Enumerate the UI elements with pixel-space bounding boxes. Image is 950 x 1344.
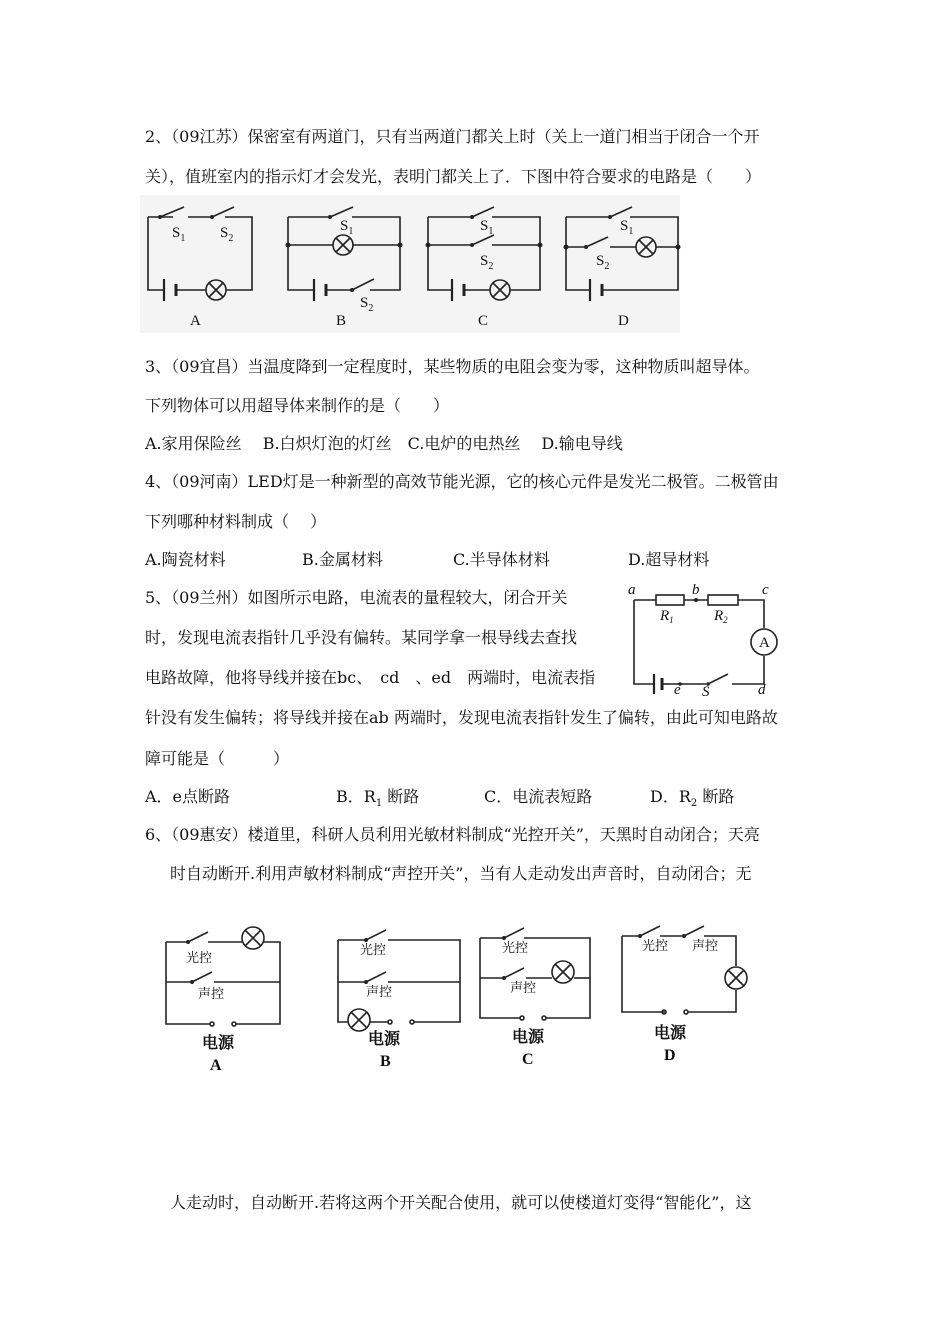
q5-node-d: d [758, 682, 766, 698]
q4-option-a: A.陶瓷材料 [145, 550, 226, 569]
q2-d-s1-label: $S_1$ [620, 218, 634, 237]
q4-option-b: B.金属材料 [302, 550, 383, 569]
q2-line-1: 2、（09江苏）保密室有两道门，只有当两道门都关上时（关上一道门相当于闭合一个开 [145, 127, 760, 146]
q5-option-a: A．e点断路 [145, 787, 231, 806]
q6-d-sound-switch-label: 声控 [692, 938, 719, 953]
q6-b-power-label: 电源 [368, 1031, 401, 1048]
q6-b-sound-switch-label: 声控 [366, 984, 393, 999]
q6-line-1: 6、（09惠安）楼道里，科研人员利用光敏材料制成“光控开关”，天黑时自动闭合；天亮 [145, 825, 760, 844]
q5-node-c: c [762, 582, 769, 598]
q5-line-5: 障可能是（ ） [145, 749, 290, 768]
q6-c-power-label: 电源 [512, 1029, 545, 1046]
q2-circuit-figure [140, 195, 680, 335]
q6-circuit-figure [160, 920, 760, 1080]
q2-label-b: B [336, 313, 347, 329]
q2-line-2: 关），值班室内的指示灯才会发光，表明门都关上了．下图中符合要求的电路是（ ） [145, 167, 762, 186]
q3-line-2: 下列物体可以用超导体来制作的是（ ） [145, 396, 450, 415]
q6-d-light-switch-label: 光控 [642, 938, 669, 953]
q6-a-light-switch-label: 光控 [186, 950, 213, 965]
q5-option-c: C．电流表短路 [484, 787, 593, 806]
q6-circuit-b [338, 930, 460, 1070]
q2-c-s2-label: $S_2$ [480, 253, 494, 272]
q4-line-2: 下列哪种材料制成（ ） [145, 512, 327, 531]
q6-a-sound-switch-label: 声控 [198, 986, 225, 1001]
q5-option-b: B．$R_1$ 断路 [336, 787, 420, 810]
q3-line-1: 3、（09宜昌）当温度降到一定程度时，某些物质的电阻会变为零，这种物质叫超导体。 [145, 357, 760, 376]
q6-line-3: 人走动时，自动断开.若将这两个开关配合使用，就可以使楼道灯变得“智能化”，这 [170, 1193, 752, 1212]
q2-a-s1-label: $S_1$ [172, 225, 186, 244]
q6-c-sound-switch-label: 声控 [510, 980, 537, 995]
q2-a-s2-label: $S_2$ [220, 225, 234, 244]
q6-circuit-a [166, 927, 280, 1074]
q6-label-a: A [210, 1057, 222, 1074]
q5-option-d: D．$R_2$ 断路 [650, 787, 735, 810]
q6-label-b: B [380, 1053, 391, 1070]
q5-ammeter-label: A [759, 635, 770, 651]
q6-circuit-c [480, 928, 590, 1068]
q2-b-s2-label: $S_2$ [360, 295, 374, 314]
q2-b-s1-label: $S_1$ [340, 218, 354, 237]
q4-line-1: 4、（09河南）LED灯是一种新型的高效节能光源，它的核心元件是发光二极管。二极管由 [145, 472, 779, 491]
q6-b-light-switch-label: 光控 [360, 942, 387, 957]
q6-label-d: D [664, 1047, 676, 1064]
q6-line-2: 时自动断开.利用声敏材料制成“声控开关”，当有人走动发出声音时，自动闭合；无 [170, 864, 752, 883]
q5-r1-label: $R_1$ [660, 608, 674, 625]
q6-d-power-label: 电源 [654, 1025, 687, 1042]
q5-switch-s: S [702, 684, 710, 700]
q6-circuit-d [622, 926, 747, 1064]
q5-node-e: e [674, 682, 681, 698]
q5-r2-label: $R_2$ [714, 608, 728, 625]
q5-node-a: a [628, 582, 636, 598]
q5-node-b: b [692, 582, 700, 598]
q6-c-light-switch-label: 光控 [502, 940, 529, 955]
q6-label-c: C [522, 1051, 534, 1068]
q5-circuit-figure [626, 582, 786, 700]
q3-options: A.家用保险丝 B.白炽灯泡的灯丝 C.电炉的电热丝 D.输电导线 [145, 434, 623, 453]
q2-label-c: C [478, 313, 489, 329]
q2-label-d: D [618, 313, 629, 329]
q5-line-1: 5、（09兰州）如图所示电路，电流表的量程较大，闭合开关 [145, 588, 568, 607]
q5-line-3: 电路故障，他将导线并接在bc、 cd 、ed 两端时，电流表指 [145, 668, 596, 687]
q6-a-power-label: 电源 [202, 1035, 235, 1052]
q4-option-c: C.半导体材料 [453, 550, 550, 569]
q5-line-4: 针没有发生偏转；将导线并接在ab 两端时，发现电流表指针发生了偏转，由此可知电路故 [145, 708, 778, 727]
q2-label-a: A [190, 313, 201, 329]
q2-c-s1-label: $S_1$ [480, 218, 494, 237]
q4-option-d: D.超导材料 [628, 550, 710, 569]
q2-d-s2-label: $S_2$ [596, 253, 610, 272]
q5-line-2: 时，发现电流表指针几乎没有偏转。某同学拿一根导线去查找 [145, 628, 578, 647]
